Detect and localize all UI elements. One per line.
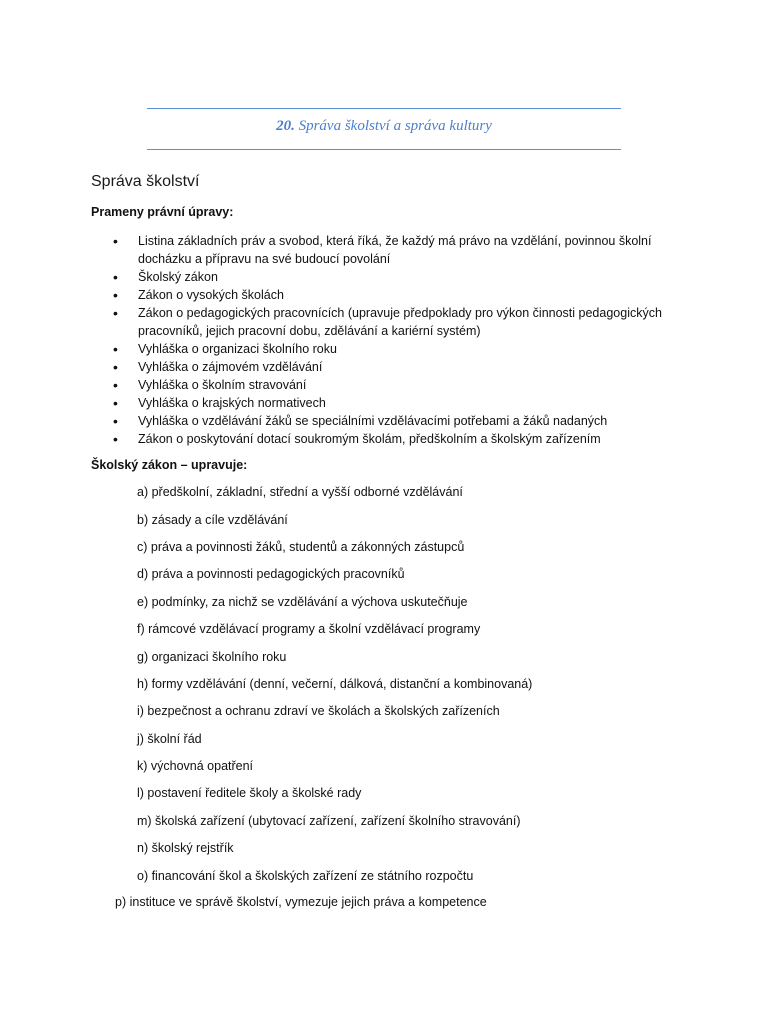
list-item: • Zákon o poskytování dotací soukromým školám, předškolním a školským zařízením (113, 430, 683, 448)
law-item-e: e) podmínky, za nichž se vzdělávání a výchova uskutečňuje (137, 595, 468, 609)
law-item-d: d) práva a povinnosti pedagogických pracovníků (137, 567, 405, 581)
law-heading: Školský zákon – upravuje: (91, 458, 248, 472)
law-item-i: i) bezpečnost a ochranu zdraví ve školách a školských zařízeních (137, 704, 500, 718)
list-item: • Vyhláška o krajských normativech (113, 394, 683, 412)
chapter-title (147, 118, 621, 135)
list-item: • Školský zákon (113, 268, 683, 286)
law-item-l: l) postavení ředitele školy a školské rady (137, 786, 362, 800)
sources-heading: Prameny právní úpravy: (91, 205, 234, 219)
law-item-m: m) školská zařízení (ubytovací zařízení, zařízení školního stravování) (137, 814, 521, 828)
title-rule-bottom (147, 149, 621, 150)
section-heading: Správa školství (91, 173, 200, 190)
law-item-f: f) rámcové vzdělávací programy a školní vzdělávací programy (137, 622, 481, 636)
law-item-c: c) práva a povinnosti žáků, studentů a zákonných zástupců (137, 540, 465, 554)
list-item: • Zákon o vysokých školách (113, 286, 683, 304)
list-item: • Vyhláška o školním stravování (113, 376, 683, 394)
list-item: • Vyhláška o zájmovém vzdělávání (113, 358, 683, 376)
law-item-k: k) výchovná opatření (137, 759, 254, 773)
chapter-number: 20. (276, 118, 295, 134)
law-item-o: o) financování škol a školských zařízení ze státního rozpočtu (137, 869, 474, 883)
law-item-a: a) předškolní, základní, střední a vyšší odborné vzdělávání (137, 485, 463, 499)
law-item-g: g) organizaci školního roku (137, 650, 287, 664)
law-item-b: b) zásady a cíle vzdělávání (137, 513, 288, 527)
list-item: • Zákon o pedagogických pracovnících (upravuje předpoklady pro výkon činnosti pedagogických pracovníků, jejich pracovní dobu, zdělávání a kariérní systém) (113, 304, 683, 340)
list-item: • Listina základních práv a svobod, která říká, že každý má právo na vzdělání, povinnou školní docházku a přípravu na své budoucí povolání (113, 232, 683, 268)
law-item-p: p) instituce ve správě školství, vymezuje jejich práva a kompetence (115, 895, 487, 909)
chapter-title-text: Správa školství a správa kultury (298, 118, 492, 134)
sources-list (113, 232, 683, 448)
list-item: • Vyhláška o organizaci školního roku (113, 340, 683, 358)
law-item-j: j) školní řád (137, 732, 202, 746)
list-item: • Vyhláška o vzdělávání žáků se speciálními vzdělávacími potřebami a žáků nadaných (113, 412, 683, 430)
title-rule-top (147, 108, 621, 109)
law-item-h: h) formy vzdělávání (denní, večerní, dálková, distanční a kombinovaná) (137, 677, 533, 691)
law-item-n: n) školský rejstřík (137, 841, 234, 855)
